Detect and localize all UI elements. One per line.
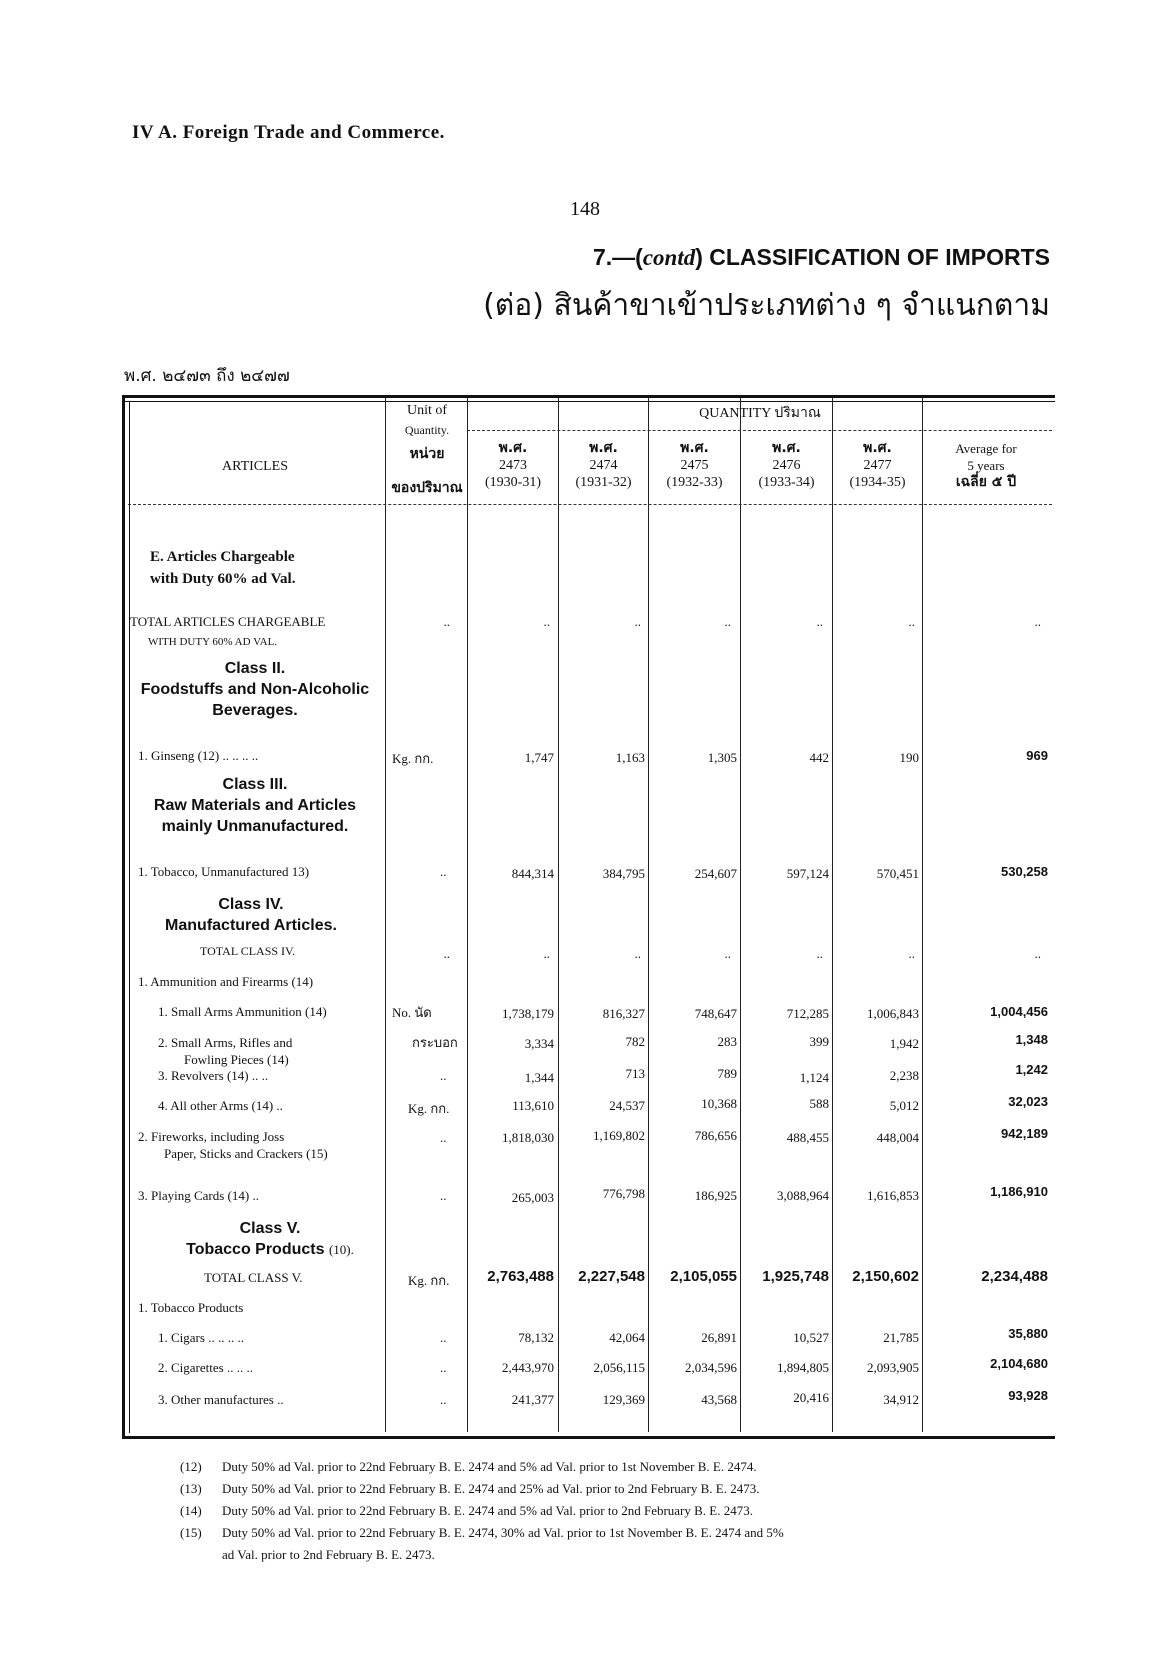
row-cigarettes-avg: 2,104,680 — [990, 1356, 1048, 1371]
row-other-arms-y2: 24,537 — [609, 1098, 645, 1113]
footnote-14 — [180, 1500, 1060, 1522]
row-cigarettes-y4: 1,894,805 — [777, 1360, 829, 1375]
unit-header-en-2: Quantity. — [404, 423, 450, 437]
footnote-text: Duty 50% ad Val. prior to 22nd February B. E. 2474 and 25% ad Val. prior to 2nd February B. E. 2473. — [222, 1481, 760, 1496]
section-heading: IV A. Foreign Trade and Commerce. — [132, 122, 445, 143]
row-playing-cards-y3: 186,925 — [694, 1188, 737, 1203]
avg-header-th: เฉลี่ย ๕ ปี — [955, 474, 1017, 490]
row-small-ammo-y5: 1,006,843 — [867, 1006, 919, 1021]
class-iv-heading — [126, 894, 376, 936]
total-e-y3: .. — [724, 614, 731, 629]
footnote-15 — [180, 1522, 1060, 1544]
col-divider-unit — [385, 398, 386, 1432]
row-ginseng-avg: 969 — [1026, 748, 1048, 763]
year-th: พ.ศ. — [772, 440, 801, 456]
row-other-arms-y3: 10,368 — [701, 1096, 737, 1111]
row-other-arms-y5: 5,012 — [889, 1098, 919, 1113]
row-cigars-unit: .. — [440, 1330, 447, 1345]
total-e-y5: .. — [908, 614, 915, 629]
year-be: 2477 — [863, 458, 892, 473]
total-c4-unit: .. — [443, 946, 450, 961]
section-e-line2: with Duty 60% ad Val. — [150, 571, 296, 587]
ammunition-heading: 1. Ammunition and Firearms (14) — [138, 974, 314, 989]
header-bottom-rule — [128, 504, 1052, 505]
total-class-v-y2: 2,227,548 — [578, 1268, 645, 1285]
row-small-arms-y1: 3,334 — [524, 1036, 554, 1051]
row-tobacco-y2: 384,795 — [602, 866, 645, 881]
articles-header: ARTICLES — [221, 459, 289, 474]
row-small-arms-y2: 782 — [625, 1034, 645, 1049]
row-small-ammo-y2: 816,327 — [602, 1006, 645, 1021]
total-e-y1: .. — [543, 614, 550, 629]
total-c4-avg: .. — [1034, 946, 1041, 961]
label-line1: 2. Fireworks, including Joss — [138, 1129, 285, 1144]
row-fireworks-unit: .. — [440, 1130, 447, 1145]
year-th: พ.ศ. — [863, 440, 892, 456]
total-e-avg: .. — [1034, 614, 1041, 629]
row-ginseng-y2: 1,163 — [615, 750, 645, 765]
class-v-line1: Class V. — [239, 1220, 301, 1237]
total-class-v-y4: 1,925,748 — [762, 1268, 829, 1285]
row-cigars-y2: 42,064 — [609, 1330, 645, 1345]
row-small-arms-y3: 283 — [717, 1034, 737, 1049]
row-cigars-y4: 10,527 — [793, 1330, 829, 1345]
year-header-1 — [468, 440, 558, 491]
total-class-v-y1: 2,763,488 — [487, 1268, 554, 1285]
class-ii-line2: Foodstuffs and Non-Alcoholic — [140, 681, 370, 698]
total-e-y4: .. — [816, 614, 823, 629]
row-other-manuf-y4: 20,416 — [793, 1390, 829, 1405]
unit-header-en-1: Unit of — [406, 403, 448, 418]
table-title — [593, 244, 1050, 271]
row-ginseng-y3: 1,305 — [707, 750, 737, 765]
row-other-arms-label: 4. All other Arms (14) .. — [158, 1098, 283, 1113]
footnotes — [180, 1456, 1060, 1566]
year-be: 2475 — [680, 458, 709, 473]
row-revolvers-y5: 2,238 — [889, 1068, 919, 1083]
row-playing-cards-avg: 1,186,910 — [990, 1184, 1048, 1199]
class-iv-line2: Manufactured Articles. — [165, 917, 337, 934]
total-c4-y3: .. — [724, 946, 731, 961]
row-small-arms-y5: 1,942 — [889, 1036, 919, 1051]
row-playing-cards-y1: 265,003 — [511, 1190, 554, 1205]
section-e-line1: E. Articles Chargeable — [150, 549, 295, 565]
row-other-manuf-unit: .. — [440, 1392, 447, 1407]
row-small-arms-unit: กระบอก — [412, 1036, 458, 1051]
row-other-manuf-label: 3. Other manufactures .. — [158, 1392, 284, 1407]
row-revolvers-unit: .. — [440, 1068, 447, 1083]
row-playing-cards-y4: 3,088,964 — [777, 1188, 829, 1203]
row-cigars-avg: 35,880 — [1008, 1326, 1048, 1341]
year-header-2 — [559, 440, 648, 491]
row-revolvers-y4: 1,124 — [799, 1070, 829, 1085]
row-ginseng-y4: 442 — [809, 750, 829, 765]
row-tobacco-y3: 254,607 — [694, 866, 737, 881]
row-cigarettes-y1: 2,443,970 — [502, 1360, 554, 1375]
row-cigarettes-y5: 2,093,905 — [867, 1360, 919, 1375]
year-th: พ.ศ. — [589, 440, 618, 456]
title-prefix: 7.—( — [592, 244, 643, 270]
row-fireworks-y2: 1,169,802 — [593, 1128, 645, 1143]
class-v-heading — [150, 1218, 390, 1260]
row-cigars-label: 1. Cigars .. .. .. .. — [158, 1330, 244, 1345]
total-e-line2: WITH DUTY 60% AD VAL. — [148, 636, 278, 648]
row-tobacco-y4: 597,124 — [786, 866, 829, 881]
tobacco-products-heading: 1. Tobacco Products — [138, 1300, 244, 1315]
label-line1: 2. Small Arms, Rifles and — [158, 1035, 293, 1050]
row-cigarettes-label: 2. Cigarettes .. .. .. — [158, 1360, 253, 1375]
title-contd: contd — [642, 245, 696, 270]
row-small-ammo-y4: 712,285 — [786, 1006, 829, 1021]
row-fireworks-label — [138, 1128, 328, 1162]
total-c4-y5: .. — [908, 946, 915, 961]
average-header — [923, 440, 1049, 491]
row-ginseng-unit: Kg. กก. — [392, 751, 434, 766]
row-cigarettes-unit: .. — [440, 1360, 447, 1375]
row-playing-cards-y5: 1,616,853 — [867, 1188, 919, 1203]
footnote-ref: (15) — [180, 1525, 202, 1540]
total-e-label — [130, 612, 325, 652]
year-be: 2473 — [499, 458, 527, 473]
row-small-arms-label — [158, 1034, 292, 1068]
row-cigars-y1: 78,132 — [518, 1330, 554, 1345]
class-v-ref: (10). — [328, 1242, 354, 1257]
row-other-manuf-y1: 241,377 — [511, 1392, 554, 1407]
row-cigars-y5: 21,785 — [883, 1330, 919, 1345]
year-th: พ.ศ. — [498, 440, 528, 456]
year-header-4 — [741, 440, 832, 491]
row-other-arms-y4: 588 — [809, 1096, 829, 1111]
total-c4-y4: .. — [816, 946, 823, 961]
row-ginseng-y5: 190 — [899, 750, 919, 765]
table-title-thai: (ต่อ) สินค้าขาเข้าประเภทต่าง ๆ จำแนกตาม — [483, 288, 1050, 323]
row-revolvers-y1: 1,344 — [524, 1070, 554, 1085]
row-small-ammo-avg: 1,004,456 — [990, 1004, 1048, 1019]
row-small-ammo-unit: No. นัด — [392, 1005, 432, 1020]
total-c4-y1: .. — [543, 946, 550, 961]
year-ce: (1932-33) — [666, 475, 723, 490]
label-line2: Fowling Pieces (14) — [184, 1052, 289, 1067]
total-e-line1: TOTAL ARTICLES CHARGEABLE — [130, 614, 326, 629]
row-small-ammo-y3: 748,647 — [694, 1006, 737, 1021]
row-tobacco-unit: .. — [440, 864, 447, 879]
unit-header-th-2: ของปริมาณ — [391, 480, 463, 496]
row-other-arms-unit: Kg. กก. — [408, 1101, 450, 1116]
row-other-manuf-y2: 129,369 — [602, 1392, 645, 1407]
footnote-ref: (12) — [180, 1459, 202, 1474]
class-ii-line3: Beverages. — [212, 702, 298, 719]
row-fireworks-avg: 942,189 — [1001, 1126, 1048, 1141]
year-header-5 — [833, 440, 922, 491]
page-number: 148 — [570, 198, 600, 220]
footnote-12 — [180, 1456, 1060, 1478]
class-iii-line1: Class III. — [222, 776, 288, 793]
row-revolvers-y3: 789 — [717, 1066, 737, 1081]
avg-header-2: 5 years — [967, 458, 1005, 473]
year-ce: (1934-35) — [849, 475, 906, 490]
row-small-arms-avg: 1,348 — [1015, 1032, 1048, 1047]
row-revolvers-y2: 713 — [625, 1066, 645, 1081]
row-cigarettes-y2: 2,056,115 — [593, 1360, 645, 1375]
total-c4-y2: .. — [634, 946, 641, 961]
row-revolvers-avg: 1,242 — [1015, 1062, 1048, 1077]
total-class-v-label: TOTAL CLASS V. — [204, 1270, 303, 1285]
row-tobacco-label: 1. Tobacco, Unmanufactured 13) — [138, 864, 310, 879]
row-playing-cards-y2: 776,798 — [602, 1186, 645, 1201]
footnote-text: Duty 50% ad Val. prior to 22nd February B. E. 2474 and 5% ad Val. prior to 1st November B. E. 2474. — [222, 1459, 757, 1474]
row-other-manuf-y3: 43,568 — [701, 1392, 737, 1407]
year-th: พ.ศ. — [680, 440, 709, 456]
total-class-v-unit: Kg. กก. — [408, 1273, 450, 1288]
row-fireworks-y4: 488,455 — [786, 1130, 829, 1145]
row-small-arms-y4: 399 — [809, 1034, 829, 1049]
year-ce: (1931-32) — [575, 475, 632, 490]
row-small-ammo-y1: 1,738,179 — [502, 1006, 554, 1021]
year-be: 2474 — [589, 458, 618, 473]
year-header-3 — [649, 440, 740, 491]
total-class-v-y3: 2,105,055 — [670, 1268, 737, 1285]
total-class-v-y5: 2,150,602 — [852, 1268, 919, 1285]
unit-header-th-1: หน่วย — [409, 446, 445, 462]
class-iii-line3: mainly Unmanufactured. — [161, 818, 349, 835]
row-playing-cards-label: 3. Playing Cards (14) .. — [138, 1188, 259, 1203]
row-ginseng-y1: 1,747 — [524, 750, 554, 765]
footnote-13 — [180, 1478, 1060, 1500]
row-ginseng-label: 1. Ginseng (12) .. .. .. .. — [138, 748, 259, 763]
row-tobacco-y1: 844,314 — [511, 866, 554, 881]
row-cigars-y3: 26,891 — [701, 1330, 737, 1345]
row-small-ammo-label: 1. Small Arms Ammunition (14) — [158, 1004, 327, 1019]
quantity-rule — [467, 430, 1052, 431]
total-class-v-avg: 2,234,488 — [981, 1268, 1048, 1285]
row-revolvers-label: 3. Revolvers (14) .. .. — [158, 1068, 269, 1083]
class-ii-heading — [126, 658, 384, 721]
row-fireworks-y5: 448,004 — [876, 1130, 919, 1145]
class-v-line2: Tobacco Products — [186, 1241, 325, 1258]
class-iv-line1: Class IV. — [218, 896, 284, 913]
year-ce: (1933-34) — [758, 475, 815, 490]
total-e-unit: .. — [443, 614, 450, 629]
footnote-ref: (14) — [180, 1503, 202, 1518]
section-e-title — [150, 546, 295, 590]
class-ii-line1: Class II. — [224, 660, 286, 677]
total-e-y2: .. — [634, 614, 641, 629]
avg-header-1: Average for — [955, 441, 1017, 456]
row-other-manuf-y5: 34,912 — [883, 1392, 919, 1407]
row-fireworks-y1: 1,818,030 — [502, 1130, 554, 1145]
footnote-text: Duty 50% ad Val. prior to 22nd February B. E. 2474 and 5% ad Val. prior to 2nd February B. E. 2473. — [222, 1503, 754, 1518]
quantity-header: QUANTITY ปริมาณ — [699, 406, 821, 421]
footnote-text: Duty 50% ad Val. prior to 22nd February B. E. 2474, 30% ad Val. prior to 1st November B. E. 2474 and 5% — [222, 1525, 784, 1540]
total-class-iv-label: TOTAL CLASS IV. — [200, 944, 296, 958]
label-line2: Paper, Sticks and Crackers (15) — [164, 1146, 328, 1161]
class-iii-line2: Raw Materials and Articles — [153, 797, 357, 814]
footnote-15-cont: ad Val. prior to 2nd February B. E. 2473. — [222, 1547, 435, 1562]
row-other-manuf-avg: 93,928 — [1008, 1388, 1048, 1403]
row-cigarettes-y3: 2,034,596 — [685, 1360, 737, 1375]
row-other-arms-avg: 32,023 — [1008, 1094, 1048, 1109]
row-tobacco-avg: 530,258 — [1001, 864, 1048, 879]
year-be: 2476 — [772, 458, 801, 473]
footnote-ref: (13) — [180, 1481, 202, 1496]
period-label: พ.ศ. ๒๔๗๓ ถึง ๒๔๗๗ — [124, 366, 290, 386]
row-tobacco-y5: 570,451 — [876, 866, 919, 881]
year-ce: (1930-31) — [485, 475, 541, 490]
row-playing-cards-unit: .. — [440, 1188, 447, 1203]
row-fireworks-y3: 786,656 — [694, 1128, 737, 1143]
title-rest: ) CLASSIFICATION OF IMPORTS — [695, 244, 1050, 270]
row-other-arms-y1: 113,610 — [512, 1098, 554, 1113]
class-iii-heading — [126, 774, 384, 837]
